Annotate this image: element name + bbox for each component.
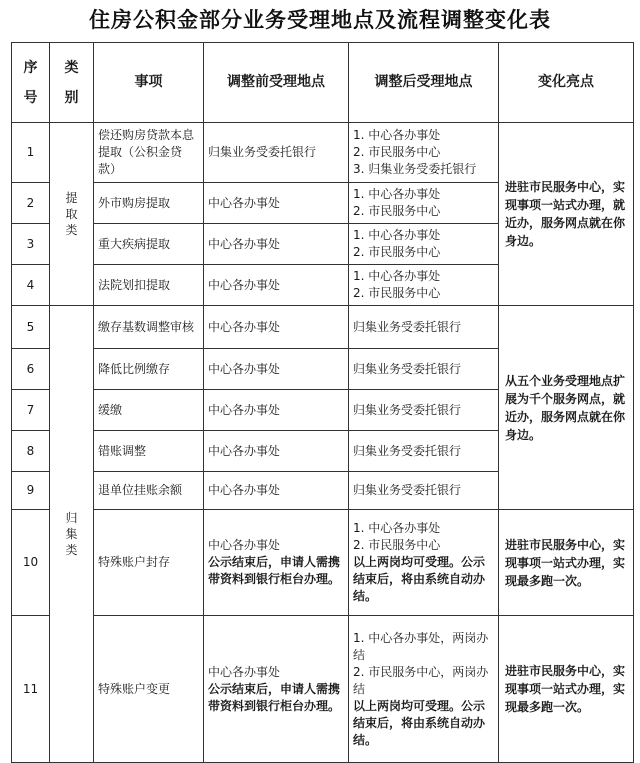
- row-number: 8: [12, 431, 50, 472]
- after-cell: [349, 183, 499, 224]
- table-row: [12, 306, 634, 349]
- after-note: 以上两岗均可受理。公示结束后，将由系统自动办结。: [353, 698, 486, 747]
- highlight-cell: 从五个业务受理地点扩展为千个服务网点，就近办，服务网点就在你身边。: [499, 306, 634, 510]
- header-row: [12, 43, 634, 123]
- after-cell: [349, 616, 499, 763]
- before-note: 公示结束后，申请人需携带资料到银行柜台办理。: [208, 681, 341, 713]
- highlight-cell: 进驻市民服务中心，实现事项一站式办理，实现最多跑一次。: [499, 616, 634, 763]
- before-cell: 中心各办事处: [204, 349, 349, 390]
- change-table: [11, 42, 634, 763]
- after-line: 1. 中心各办事处: [353, 228, 441, 242]
- row-number: 11: [12, 616, 50, 763]
- before-cell: 归集业务受委托银行: [204, 123, 349, 183]
- header-category-line1: 类: [64, 59, 79, 76]
- after-note: 以上两岗均可受理。公示结束后，将由系统自动办结。: [353, 555, 486, 603]
- after-cell: [349, 265, 499, 306]
- row-number: 7: [12, 390, 50, 431]
- item-cell: 外市购房提取: [94, 183, 204, 224]
- item-cell: 缴存基数调整审核: [94, 306, 204, 349]
- category-cell-collect: [50, 306, 94, 763]
- after-line: 1. 中心各办事处: [353, 128, 441, 142]
- table-row: [12, 616, 634, 763]
- header-highlight: 变化亮点: [499, 43, 634, 123]
- category-label: 提取类: [65, 191, 78, 237]
- after-line: 1. 中心各办事处，两岗办结: [353, 630, 489, 662]
- item-cell: 重大疾病提取: [94, 224, 204, 265]
- table-row: [12, 510, 634, 616]
- item-cell: 法院划扣提取: [94, 265, 204, 306]
- before-cell: 中心各办事处: [204, 472, 349, 510]
- after-line: 1. 中心各办事处: [353, 187, 441, 201]
- before-cell: [204, 510, 349, 616]
- page-title: 住房公积金部分业务受理地点及流程调整变化表: [89, 7, 551, 32]
- before-cell: 中心各办事处: [204, 183, 349, 224]
- after-line: 2. 市民服务中心: [353, 145, 441, 159]
- row-number: 4: [12, 265, 50, 306]
- before-note: 公示结束后，申请人需携带资料到银行柜台办理。: [208, 555, 341, 586]
- after-line: 2. 市民服务中心: [353, 204, 441, 218]
- before-cell: [204, 616, 349, 763]
- after-cell: 归集业务受委托银行: [349, 431, 499, 472]
- header-category: [50, 43, 94, 123]
- row-number: 10: [12, 510, 50, 616]
- before-cell: 中心各办事处: [204, 306, 349, 349]
- after-cell: [349, 224, 499, 265]
- after-cell: 归集业务受委托银行: [349, 390, 499, 431]
- after-line: 1. 中心各办事处: [353, 269, 441, 283]
- after-cell: 归集业务受委托银行: [349, 472, 499, 510]
- row-number: 2: [12, 183, 50, 224]
- item-cell: 错账调整: [94, 431, 204, 472]
- before-location: 中心各办事处: [208, 664, 281, 679]
- row-number: 6: [12, 349, 50, 390]
- row-number: 3: [12, 224, 50, 265]
- after-line: 1. 中心各办事处: [353, 521, 441, 535]
- item-cell: 退单位挂账余额: [94, 472, 204, 510]
- item-cell: 特殊账户封存: [94, 510, 204, 616]
- header-seq-line2: 号: [23, 89, 38, 106]
- item-cell: 降低比例缴存: [94, 349, 204, 390]
- header-after: 调整后受理地点: [349, 43, 499, 123]
- header-category-line2: 别: [64, 89, 79, 106]
- before-cell: 中心各办事处: [204, 431, 349, 472]
- header-seq-line1: 序: [23, 59, 38, 76]
- item-cell: 特殊账户变更: [94, 616, 204, 763]
- table-row: [12, 123, 634, 183]
- after-cell: 归集业务受委托银行: [349, 349, 499, 390]
- header-before: 调整前受理地点: [204, 43, 349, 123]
- row-number: 9: [12, 472, 50, 510]
- row-number: 1: [12, 123, 50, 183]
- after-line: 2. 市民服务中心: [353, 245, 441, 259]
- category-cell-withdraw: [50, 123, 94, 306]
- before-cell: 中心各办事处: [204, 390, 349, 431]
- before-cell: 中心各办事处: [204, 265, 349, 306]
- after-line: 3. 归集业务受委托银行: [353, 162, 477, 176]
- after-cell: [349, 123, 499, 183]
- row-number: 5: [12, 306, 50, 349]
- after-cell: 归集业务受委托银行: [349, 306, 499, 349]
- after-cell: [349, 510, 499, 616]
- after-line: 2. 市民服务中心: [353, 538, 441, 552]
- item-cell: 偿还购房贷款本息提取（公积金贷款）: [94, 123, 204, 183]
- category-label: 归集类: [65, 511, 78, 557]
- after-line: 2. 市民服务中心，两岗办结: [353, 664, 489, 696]
- header-item: 事项: [94, 43, 204, 123]
- highlight-cell: 进驻市民服务中心，实现事项一站式办理，就近办，服务网点就在你身边。: [499, 123, 634, 306]
- header-seq: [12, 43, 50, 123]
- item-cell: 缓缴: [94, 390, 204, 431]
- highlight-cell: 进驻市民服务中心，实现事项一站式办理，实现最多跑一次。: [499, 510, 634, 616]
- before-location: 中心各办事处: [208, 538, 281, 552]
- before-cell: 中心各办事处: [204, 224, 349, 265]
- after-line: 2. 市民服务中心: [353, 286, 441, 300]
